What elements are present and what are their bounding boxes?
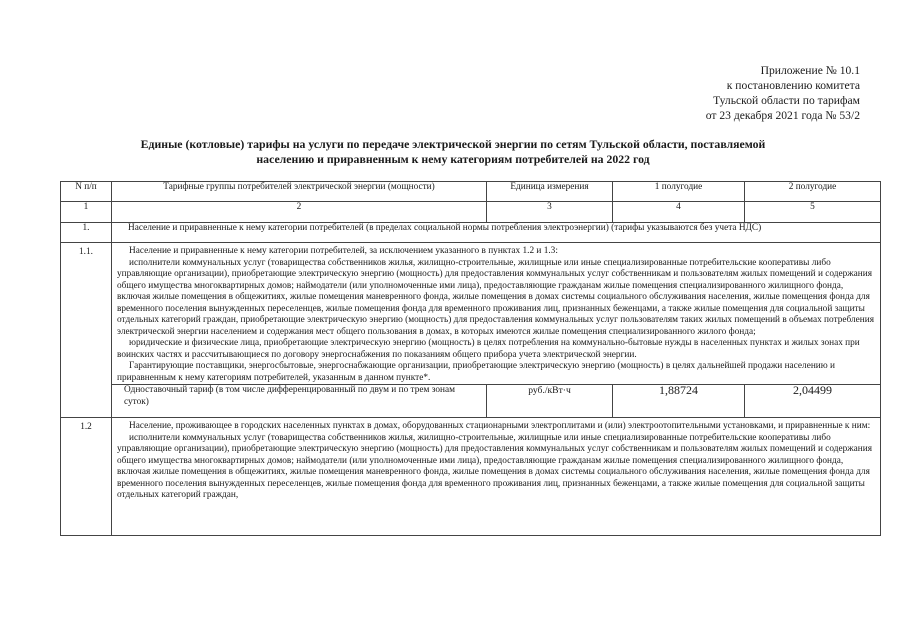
unit-cell: руб./кВт·ч (487, 385, 613, 418)
appendix-line-2: к постановлению комитета (726, 79, 860, 92)
column-number-cell: 3 (487, 202, 613, 223)
description-paragraph: исполнители коммунальных услуг (товарищества собственников жилья, жилищно-строительные, жилищные или иные специализированные потребительские кооперативы либо управляющие организации), приобретающие электрическую энергию (мощность) для предоставления коммунальных услуг собственникам и пользователям жилых помещений и содержания общего имущества многоквартирных домов; наймодатели (или уполномоченные ими лица), предоставляющие гражданам жилые помещения специализированного жилищного фонда, включая жилые помещения в общежитиях, жилые помещения маневренного фонда, жилые помещения в домах системы социального обслуживания населения, жилые помещения фонда для временного поселения вынужденных переселенцев, жилые помещения фонда для временного проживания лиц, признанных беженцами, а также жилые помещения для социальной защиты отдельных категорий граждан, (117, 432, 873, 500)
description-paragraph: Население и приравненные к нему категории потребителей, за исключением указанного в пунктах 1.2 и 1.3: (129, 246, 558, 256)
tariff-row (61, 385, 881, 418)
description-paragraph: юридические и физические лица, приобретающие электрическую энергию (мощность) в целях потребления на коммунально-бытовые нужды в населенных пунктах и жилых зонах при воинских частях и рассчитывающиеся по договору энергоснабжения по показаниям общего прибора учета электрической энергии. (117, 338, 860, 360)
tariff-label: Одноставочный тариф (в том числе дифференцированный по двум и по трем зонам суток) (112, 385, 487, 418)
row-description (112, 243, 881, 385)
appendix-block (706, 63, 860, 123)
tariff-table (60, 181, 881, 536)
row-number: 1. (61, 223, 112, 243)
column-number-cell: 1 (61, 202, 112, 223)
document-title (100, 137, 806, 167)
appendix-line-4: от 23 декабря 2021 года № 53/2 (705, 109, 860, 122)
column-number-row (61, 202, 881, 223)
table-row (61, 223, 881, 243)
header-cell: Единица измерения (487, 182, 613, 202)
column-number-cell: 4 (613, 202, 745, 223)
table-header-row (61, 182, 881, 202)
second-half-value: 2,04499 (745, 385, 881, 418)
row-description: Население и приравненные к нему категории потребителей (в пределах социальной нормы потребления электроэнергии) (тарифы указываются без учета НДС) (112, 223, 881, 243)
column-number-cell: 5 (745, 202, 881, 223)
description-paragraph: Гарантирующие поставщики, энергосбытовые, энергоснабжающие организации, приобретающие электрическую энергию (мощность) в целях дальнейшей продажи населению и приравненным к нему категориям потребителей, указанным в данном пункте*. (117, 361, 836, 383)
description-paragraph: исполнители коммунальных услуг (товарищества собственников жилья, жилищно-строительные, жилищные или иные специализированные потребительские кооперативы либо управляющие организации), приобретающие электрическую энергию (мощность) для предоставления коммунальных услуг собственникам и пользователям жилых помещений и содержания общего имущества многоквартирных домов; наймодатели (или уполномоченные ими лица), предоставляющие гражданам жилые помещения специализированного жилищного фонда, включая жилые помещения в общежитиях, жилые помещения маневренного фонда, жилые помещения в домах системы социального обслуживания населения, жилые помещения фонда для временного поселения вынужденных переселенцев, жилые помещения фонда для временного проживания лиц, признанных беженцами, а также жилые помещения для социальной защиты отдельных категорий граждан, приобретающие электрическую энергию (мощность) для предоставления коммунальных услуг пользователям таких жилых помещений в объемах потребления электрической энергии населением и содержания мест общего пользования в домах, в которых имеются жилые помещения специализированного жилого фонда; (117, 257, 875, 337)
column-number-cell: 2 (112, 202, 487, 223)
first-half-value: 1,88724 (613, 385, 745, 418)
row-number: 1.1. (61, 243, 112, 418)
header-cell: 1 полугодие (613, 182, 745, 202)
appendix-line-3: Тульской области по тарифам (713, 94, 860, 107)
description-paragraph: Население, проживающее в городских населенных пунктах в домах, оборудованных стационарными электроплитами и (или) электроотопительными установками, и приравненные к ним: (129, 421, 871, 431)
title-line-2: населению и приравненным к нему категориям потребителей на 2022 год (256, 152, 650, 166)
header-cell: N п/п (61, 182, 112, 202)
title-line-1: Единые (котловые) тарифы на услуги по передаче электрической энергии по сетям Тульской области, поставляемой (140, 137, 766, 151)
appendix-line-1: Приложение № 10.1 (760, 64, 860, 77)
table-row (61, 418, 881, 536)
row-description (112, 418, 881, 536)
table-row (61, 243, 881, 385)
row-number: 1.2 (61, 418, 112, 536)
header-cell: 2 полугодие (745, 182, 881, 202)
header-cell: Тарифные группы потребителей электрической энергии (мощности) (112, 182, 487, 202)
